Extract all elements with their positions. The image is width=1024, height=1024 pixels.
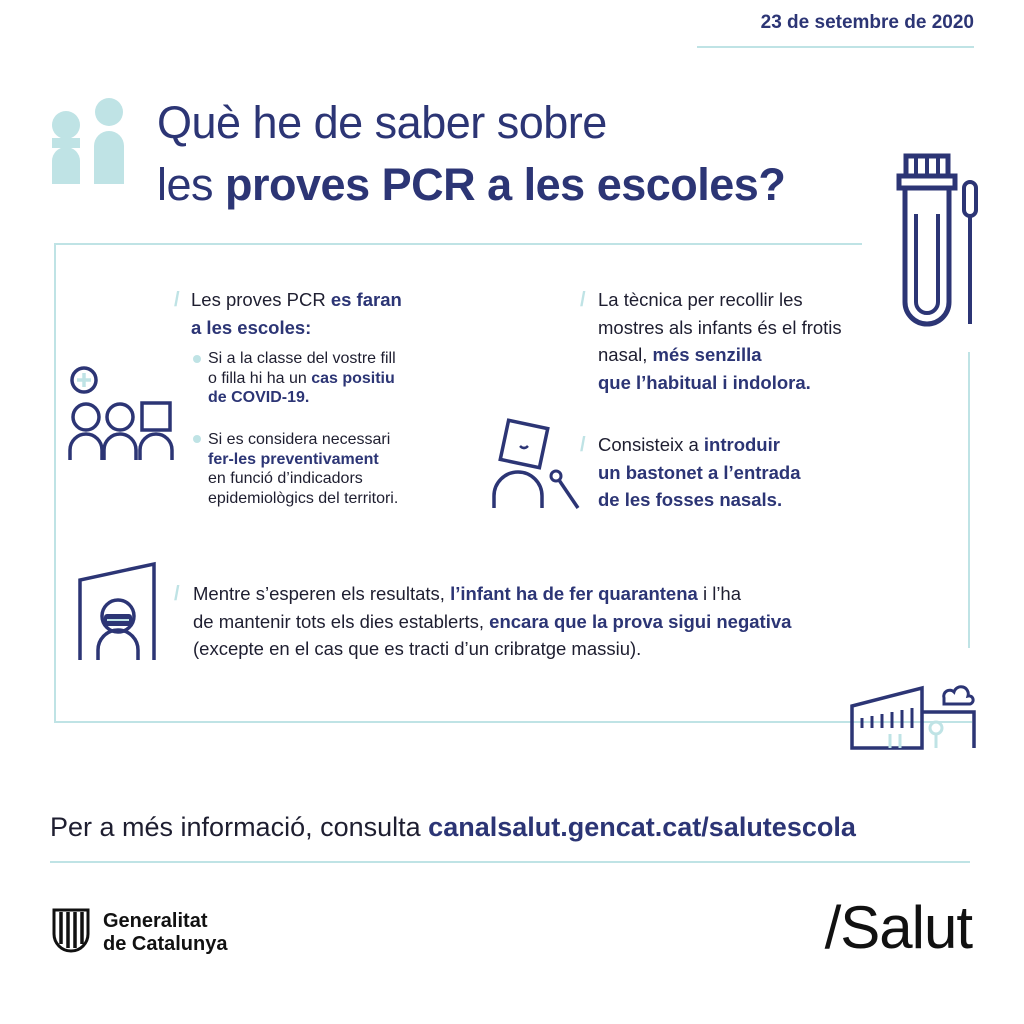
bullet-dot — [193, 435, 201, 443]
section-swab: Consisteix a introduir un bastonet a l’entrada de les fosses nasals. — [598, 434, 801, 510]
section-technique: La tècnica per recollir les mostres als infants és el frotis nasal, més senzilla que l’habitual i indolora. — [598, 289, 842, 393]
generalitat-wordmark: Generalitat de Catalunya — [103, 910, 228, 955]
info-link[interactable]: canalsalut.gencat.cat/salutescola — [428, 812, 856, 842]
title-line-2: les proves PCR a les escoles? — [157, 159, 786, 210]
slash-marker: / — [580, 289, 586, 311]
date-divider — [697, 46, 974, 48]
date: 23 de setembre de 2020 — [760, 12, 974, 33]
school-icon — [850, 684, 976, 750]
slash-marker: / — [174, 583, 180, 605]
bullet-positive-case: Si a la classe del vostre fill o filla hi ha un cas positiu de COVID-19. — [208, 350, 396, 406]
child-swab-icon — [490, 416, 580, 516]
bullet-preventive: Si es considera necessari fer-les preventivament en funció d’indicadors epidemiològics del territori. — [208, 431, 399, 507]
slash-marker: / — [580, 434, 586, 456]
frame-top-border — [54, 243, 862, 245]
frame-right-border — [968, 352, 970, 648]
page-title — [157, 92, 785, 216]
salut-wordmark: /Salut — [824, 894, 972, 961]
bullet-dot — [193, 355, 201, 363]
section-pcr-schools-text: Les proves PCR es faran a les escoles: — [191, 289, 402, 338]
frame-bottom-border — [54, 721, 820, 723]
info-divider — [50, 861, 970, 863]
more-info: Per a més informació, consulta canalsalut.gencat.cat/salutescola — [50, 812, 856, 842]
section-quarantine: Mentre s’esperen els resultats, l’infant ha de fer quarantena i l’ha de mantenir tots els dies establerts, encara que la prova sigui negativa (excepte en el cas que es tracti d’un cribratge massiu). — [193, 583, 792, 659]
title-line-1: Què he de saber sobre — [157, 97, 607, 148]
generalitat-logo-icon — [52, 908, 90, 952]
people-icon — [52, 98, 132, 184]
masked-child-icon — [78, 562, 160, 662]
slash-marker: / — [174, 289, 180, 311]
group-icon — [68, 365, 178, 465]
section-pcr-schools — [174, 286, 180, 315]
